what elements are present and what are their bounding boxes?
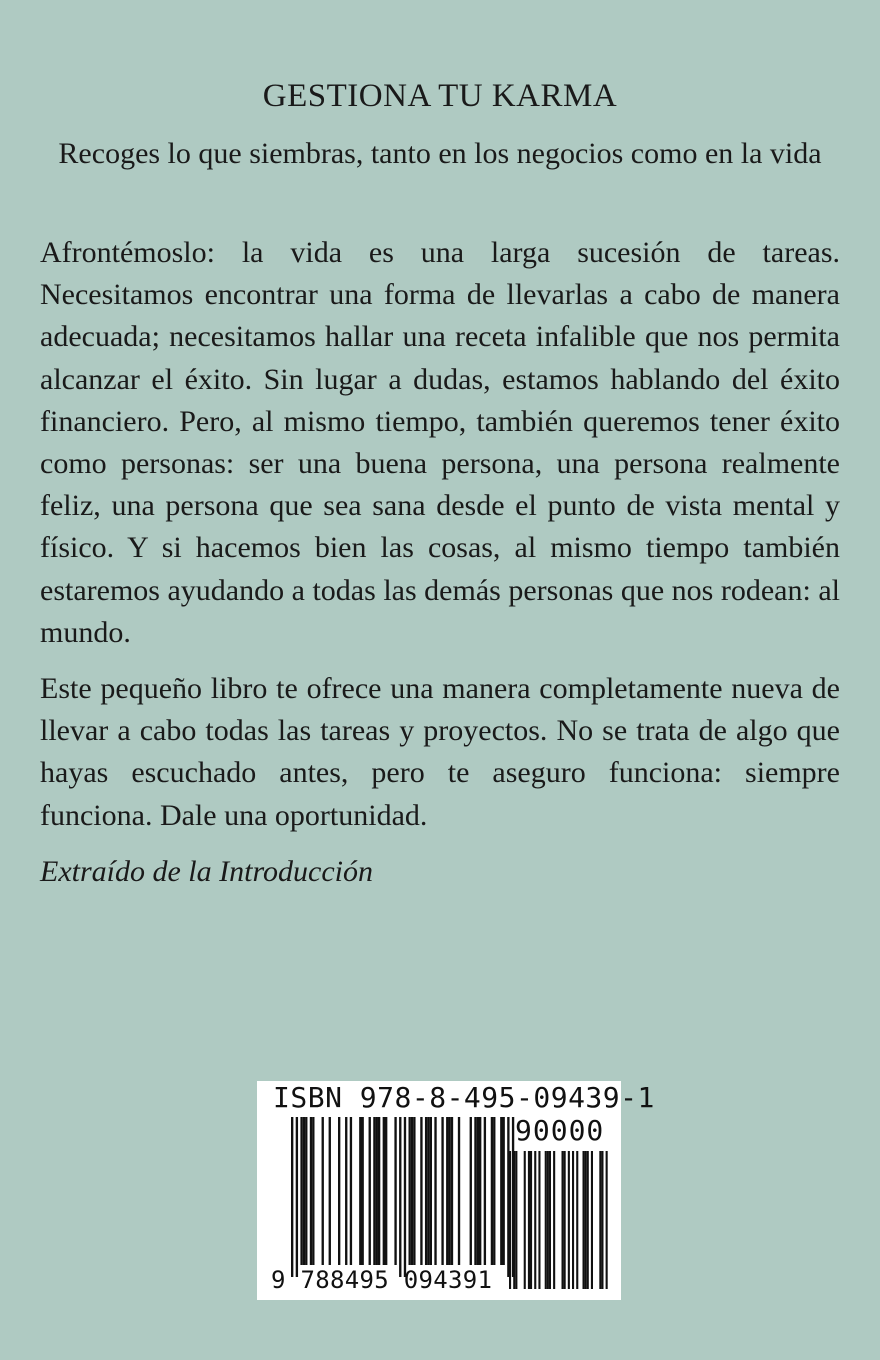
barcode-bar (451, 1117, 453, 1265)
ean-digits: 9 788495 094391 (271, 1266, 493, 1294)
barcode-bar (399, 1117, 401, 1277)
barcode-bar (376, 1117, 378, 1265)
barcode-bar (430, 1117, 432, 1265)
barcode-bar (373, 1117, 375, 1265)
addon-bar (534, 1151, 536, 1289)
barcode-bar (303, 1117, 305, 1265)
blurb-paragraph: Afrontémoslo: la vida es una larga sucesión de tareas. Necesitamos encontrar una forma de llevarlas a cabo de manera adecuada; necesitamos hallar una receta infalible que nos permita alcanzar el éxito. Sin lugar a dudas, estamos hablando del éxito financiero. Pero, al mismo tiempo, también queremos tener éxito como personas: ser una buena persona, una persona realmente feliz, una persona que sea sana desde el punto de vista mental y físico. Y si hacemos bien las cosas, al mismo tiempo también estaremos ayudando a todas las demás personas que nos rodean: al mundo. (40, 236, 840, 649)
barcode-bar (448, 1117, 450, 1265)
addon-bar (530, 1151, 532, 1289)
barcode-bar (470, 1117, 472, 1265)
addon-bar (606, 1151, 608, 1289)
isbn-label: ISBN 978-8-495-09439-1 (273, 1081, 655, 1114)
addon-bar (553, 1151, 555, 1289)
addon-bar (547, 1151, 549, 1289)
barcode-bar (484, 1117, 486, 1265)
barcode-bar (420, 1117, 422, 1265)
barcode-bar (338, 1117, 340, 1265)
blurb-paragraph: Este pequeño libro te ofrece una manera completamente nueva de llevar a cabo todas las tareas y proyectos. No se trata de algo que hayas escuchado antes, pero te aseguro funciona: siempre funciona. Dale una oportunidad. (40, 672, 840, 832)
barcode-bar (369, 1117, 371, 1265)
barcode-bar (296, 1117, 298, 1277)
barcode-bar (291, 1117, 293, 1277)
addon-bar (564, 1151, 566, 1289)
addon-bar (576, 1151, 578, 1289)
barcode-bar (446, 1117, 448, 1265)
addon-bar (568, 1151, 570, 1289)
barcode-bar (411, 1117, 413, 1265)
addon-bar (524, 1151, 526, 1289)
barcode-bar (300, 1117, 302, 1265)
barcode-bar (404, 1117, 406, 1277)
barcode-bar (350, 1117, 352, 1265)
barcode-bar (378, 1117, 380, 1265)
barcode-bar (427, 1117, 429, 1265)
addon-bar (515, 1151, 517, 1289)
isbn-barcode (257, 1081, 655, 1300)
book-subtitle: Recoges lo que siembras, tanto en los negocios como en la vida (58, 137, 822, 170)
barcode-bar (425, 1117, 427, 1265)
blurb-text (40, 232, 840, 907)
addon-bar (509, 1151, 511, 1289)
book-title: GESTIONA TU KARMA (262, 78, 618, 114)
barcode-bar (458, 1117, 460, 1265)
barcode-bar (474, 1117, 476, 1265)
barcode-bar (359, 1117, 361, 1265)
barcode-bar (493, 1117, 495, 1265)
addon-bar (528, 1151, 530, 1289)
barcode-bar (362, 1117, 364, 1265)
addon-bar (513, 1151, 515, 1289)
addon-bar (538, 1151, 540, 1289)
barcode-bar (479, 1117, 481, 1265)
addon-bar (601, 1151, 603, 1289)
barcode-bar (500, 1117, 502, 1265)
barcode-bar (441, 1117, 443, 1265)
barcode-bar (329, 1117, 331, 1265)
addon-bar (585, 1151, 587, 1289)
barcode-bar (491, 1117, 493, 1265)
barcode-bar (409, 1117, 411, 1265)
barcode-bar (345, 1117, 347, 1265)
barcode-bar (434, 1117, 436, 1265)
barcode-bar (322, 1117, 324, 1265)
addon-bar (545, 1151, 547, 1289)
barcode-bar (383, 1117, 385, 1265)
barcode-bar (305, 1117, 307, 1265)
barcode-bar (477, 1117, 479, 1265)
addon-bar (549, 1151, 551, 1289)
addon-bar (587, 1151, 589, 1289)
barcode-bar (385, 1117, 387, 1265)
excerpt-source: Extraído de la Introducción (40, 854, 373, 888)
barcode-bar (503, 1117, 505, 1265)
price-code: 90000 (515, 1114, 605, 1147)
barcode-bar (394, 1117, 396, 1265)
addon-bar (591, 1151, 593, 1289)
addon-bar (583, 1151, 585, 1289)
addon-bar (562, 1151, 564, 1289)
barcode-bar (312, 1117, 314, 1265)
addon-bar (572, 1151, 574, 1289)
barcode-bar (310, 1117, 312, 1265)
barcode-bar (413, 1117, 415, 1265)
addon-bar (599, 1151, 601, 1289)
